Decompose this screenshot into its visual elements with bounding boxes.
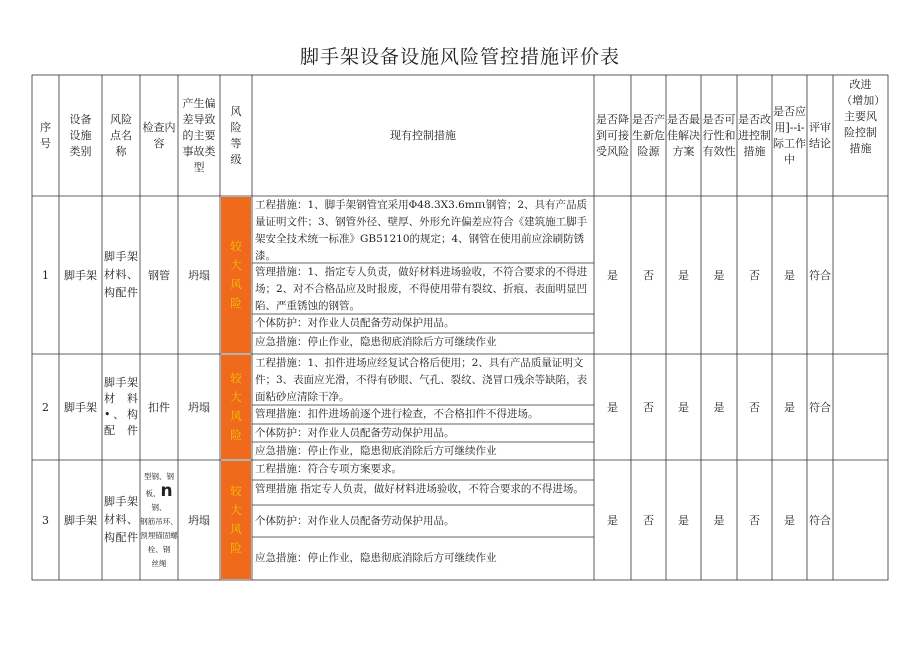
header-risk-point: 风险点名称 bbox=[110, 112, 132, 158]
row2-conclusion: 符合 bbox=[809, 400, 831, 414]
row1-category: 脚手架 bbox=[64, 268, 97, 282]
header-new-hazard: 是否产生新危险源 bbox=[632, 112, 665, 158]
row2-improve: 否 bbox=[749, 400, 760, 414]
row3-applied: 是 bbox=[784, 513, 795, 527]
row1-accident: 坍塌 bbox=[188, 268, 210, 282]
row1-risk-point: 脚手架材料、构配件 bbox=[104, 250, 138, 299]
row3-seq: 3 bbox=[42, 513, 49, 527]
header-improvement: 改进（增加）主要风险控制措施 bbox=[841, 78, 880, 155]
header-conclusion: 评审结论 bbox=[809, 120, 831, 150]
row1-seq: 1 bbox=[42, 268, 49, 282]
row1-risk-level: 较大风险 bbox=[221, 197, 251, 353]
row2-best-solution: 是 bbox=[678, 400, 689, 414]
row2-risk-point: 脚手架材料•、构配件 bbox=[104, 376, 138, 437]
row1-feasible: 是 bbox=[713, 268, 725, 282]
row3-conclusion: 符合 bbox=[809, 513, 831, 527]
row1-engineering-measure: 工程措施：1、脚手架钢管宜采用Φ48.3X3.6mπι钢管；2、具有产品质量证明文件；3、钢管外径、壁厚、外形允许偏差应符合《建筑施工脚手架安全技术统一标准》GB51210的规定；4、钢管在使用前应涂刷防锈漆。 bbox=[255, 199, 588, 262]
row2-acceptable: 是 bbox=[607, 400, 618, 414]
header-category: 设备设施类别 bbox=[69, 112, 92, 158]
row1-applied: 是 bbox=[784, 268, 795, 282]
header-best-solution: 是否最佳解决方案 bbox=[667, 112, 700, 158]
row3-feasible: 是 bbox=[713, 513, 725, 527]
row3-risk-level: 较大风险 bbox=[221, 461, 251, 579]
row2-personal-measure: 个体防护：对作业人员配备劳动保护用品。 bbox=[255, 427, 455, 439]
row3-accident: 坍塌 bbox=[188, 513, 210, 527]
header-acceptable: 是否降到可接受风险 bbox=[596, 112, 629, 158]
row1-check-item: 钢管 bbox=[148, 268, 170, 282]
row3-acceptable: 是 bbox=[607, 513, 618, 527]
row2-category: 脚手架 bbox=[64, 400, 97, 414]
header-applied: 是否应用]--i-际工作中 bbox=[773, 104, 806, 166]
row3-management-measure: 管理措施 指定专人负责，做好材料进场验收，不符合要求的不得进场。 bbox=[255, 483, 584, 495]
row2-applied: 是 bbox=[784, 400, 795, 414]
row2-accident: 坍塌 bbox=[188, 400, 210, 414]
row2-risk-level: 较大风险 bbox=[221, 355, 251, 459]
header-accident: 产生偏差导致的主要事故类型 bbox=[182, 96, 216, 174]
row3-category: 脚手架 bbox=[64, 513, 97, 527]
header-measures: 现有控制措施 bbox=[390, 128, 456, 142]
row1-new-hazard: 否 bbox=[643, 268, 654, 282]
row1-conclusion: 符合 bbox=[809, 268, 831, 282]
row2-seq: 2 bbox=[42, 400, 49, 414]
row3-best-solution: 是 bbox=[678, 513, 689, 527]
row3-check-item: 型钢、钢 板、n钢、 钢筋吊环、 预埋锚固螺 栓、钢 丝绳 bbox=[140, 471, 178, 568]
row2-check-item: 扣件 bbox=[148, 400, 170, 414]
row2-emergency-measure: 应急措施：停止作业，隐患彻底消除后方可继续作业 bbox=[255, 445, 497, 457]
row3-personal-measure: 个体防护：对作业人员配备劳动保护用品。 bbox=[255, 514, 455, 527]
header-feasible: 是否可行性和有效性 bbox=[702, 112, 736, 158]
header-risk-level: 风险等级 bbox=[230, 104, 242, 166]
row1-acceptable: 是 bbox=[607, 268, 618, 282]
row1-emergency-measure: 应急措施：停止作业，隐患彻底消除后方可继续作业 bbox=[255, 336, 497, 348]
header-check-item: 检查内容 bbox=[142, 120, 176, 150]
row2-engineering-measure: 工程措施：1、扣件进场应经复试合格后使用；2、具有产品质量证明文件；3、表面应光滑，不得有砂眼、气孔、裂纹、浇冒口残余等缺陷，表面粘砂应清除干净。 bbox=[255, 357, 588, 403]
row2-management-measure: 管理措施：扣件进场前逐个进行检查，不合格扣件不得进场。 bbox=[255, 408, 539, 420]
header-seq: 序号 bbox=[40, 120, 51, 150]
row2-feasible: 是 bbox=[713, 400, 725, 414]
row3-engineering-measure: 工程措施：符合专项方案要求。 bbox=[255, 463, 402, 475]
row1-management-measure: 管理措施：1、指定专人负责，做好材料进场验收，不符合要求的不得进场；2、对不合格品应及时报废，不得使用带有裂纹、折痕、表面明显凹陷、严重锈蚀的钢管。 bbox=[255, 266, 588, 312]
row1-best-solution: 是 bbox=[678, 268, 689, 282]
row1-improve: 否 bbox=[749, 268, 760, 282]
row3-emergency-measure: 应急措施：停止作业，隐患彻底消除后方可继续作业 bbox=[255, 552, 497, 564]
row3-risk-point: 脚手架材料、构配件 bbox=[104, 495, 138, 544]
row2-new-hazard: 否 bbox=[643, 400, 654, 414]
header-improve: 是否改进控制措施 bbox=[738, 112, 771, 158]
row3-new-hazard: 否 bbox=[643, 513, 654, 527]
row1-personal-measure: 个体防护：对作业人员配备劳动保护用品。 bbox=[255, 317, 455, 329]
row3-improve: 否 bbox=[749, 513, 760, 527]
page-title: 脚手架设备设施风险管控措施评价表 bbox=[299, 46, 620, 68]
